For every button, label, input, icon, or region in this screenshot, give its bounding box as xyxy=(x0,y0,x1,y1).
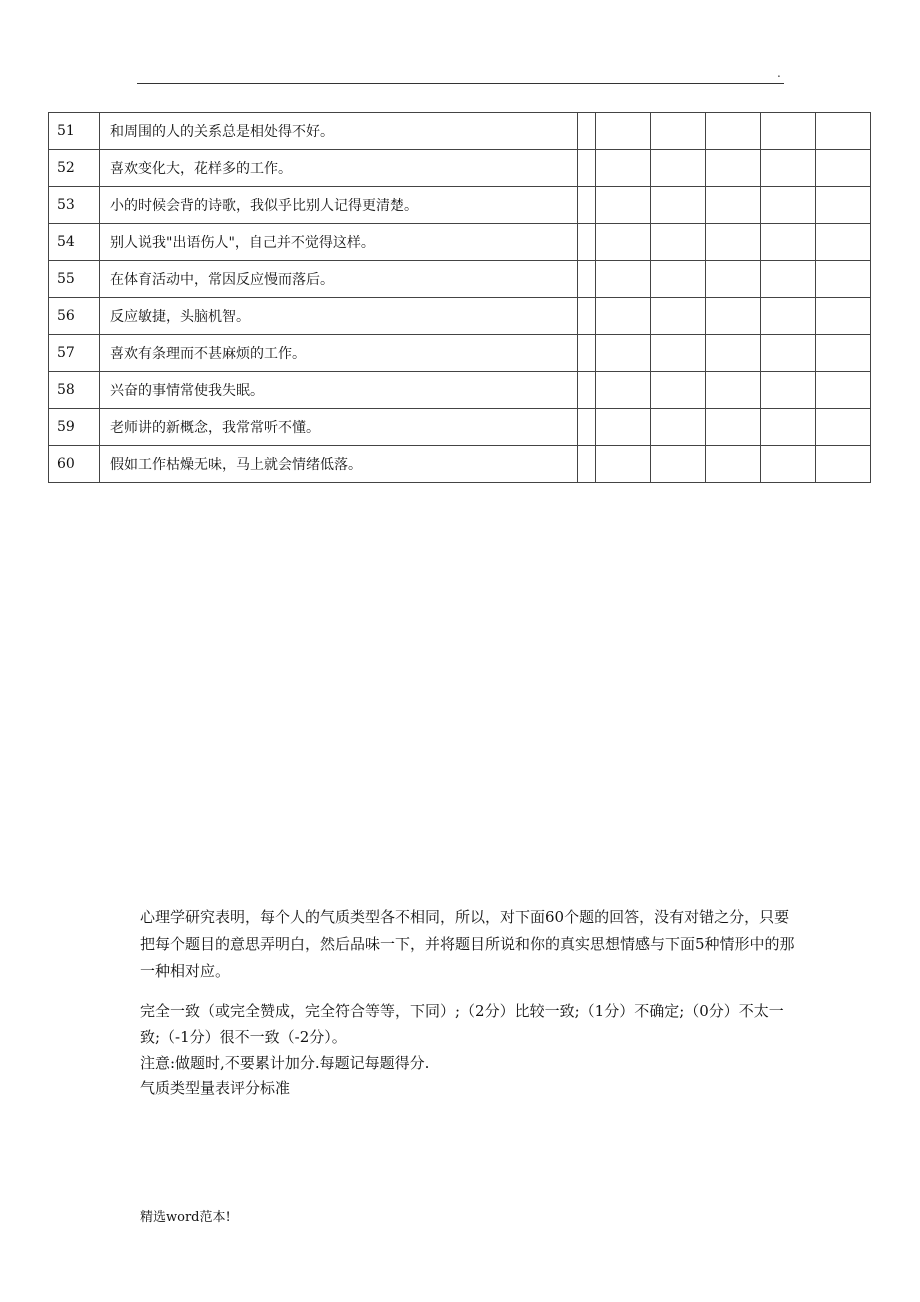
answer-cell[interactable] xyxy=(596,298,651,335)
question-number: 60 xyxy=(49,446,100,483)
question-row xyxy=(49,150,871,187)
answer-cell[interactable] xyxy=(706,113,761,150)
header-rule xyxy=(137,83,784,84)
question-text: 老师讲的新概念，我常常听不懂。 xyxy=(100,409,578,446)
questionnaire-table xyxy=(48,112,871,483)
answer-cell[interactable] xyxy=(596,409,651,446)
answer-cell[interactable] xyxy=(706,335,761,372)
answer-cell[interactable] xyxy=(596,113,651,150)
answer-cell[interactable] xyxy=(651,335,706,372)
answer-cell[interactable] xyxy=(816,298,871,335)
answer-cell[interactable] xyxy=(706,187,761,224)
answer-cell[interactable] xyxy=(761,409,816,446)
question-row xyxy=(49,446,871,483)
answer-cell[interactable] xyxy=(596,261,651,298)
answer-cell[interactable] xyxy=(651,150,706,187)
answer-cell[interactable] xyxy=(596,446,651,483)
question-number: 52 xyxy=(49,150,100,187)
answer-cell[interactable] xyxy=(596,372,651,409)
answer-cell[interactable] xyxy=(651,409,706,446)
question-text: 假如工作枯燥无味，马上就会情绪低落。 xyxy=(100,446,578,483)
note-text: 注意:做题时,不要累计加分.每题记每题得分. xyxy=(140,1054,430,1072)
question-text: 小的时候会背的诗歌，我似乎比别人记得更清楚。 xyxy=(100,187,578,224)
answer-cell[interactable] xyxy=(761,298,816,335)
answer-cell[interactable] xyxy=(816,224,871,261)
answer-cell[interactable] xyxy=(706,409,761,446)
question-row xyxy=(49,113,871,150)
question-text: 喜欢变化大，花样多的工作。 xyxy=(100,150,578,187)
scale-description: 完全一致（或完全赞成，完全符合等等，下同）;（2分）比较一致;（1分）不确定;（0分）不太一致;（-1分）很不一致（-2分）。 xyxy=(140,1002,784,1046)
spacer-cell xyxy=(578,261,596,298)
scoring-title: 气质类型量表评分标准 xyxy=(140,1079,291,1097)
spacer-cell xyxy=(578,446,596,483)
question-number: 53 xyxy=(49,187,100,224)
header-dot: . xyxy=(777,66,781,80)
question-row xyxy=(49,298,871,335)
question-number: 56 xyxy=(49,298,100,335)
answer-cell[interactable] xyxy=(816,372,871,409)
answer-cell[interactable] xyxy=(651,446,706,483)
answer-cell[interactable] xyxy=(596,150,651,187)
question-number: 58 xyxy=(49,372,100,409)
answer-cell[interactable] xyxy=(706,372,761,409)
question-row xyxy=(49,372,871,409)
question-row xyxy=(49,187,871,224)
answer-cell[interactable] xyxy=(651,224,706,261)
question-number: 55 xyxy=(49,261,100,298)
answer-cell[interactable] xyxy=(816,446,871,483)
spacer-cell xyxy=(578,150,596,187)
answer-cell[interactable] xyxy=(651,298,706,335)
answer-cell[interactable] xyxy=(761,372,816,409)
answer-cell[interactable] xyxy=(596,224,651,261)
question-text: 喜欢有条理而不甚麻烦的工作。 xyxy=(100,335,578,372)
question-number: 57 xyxy=(49,335,100,372)
spacer-cell xyxy=(578,409,596,446)
answer-cell[interactable] xyxy=(816,150,871,187)
question-row xyxy=(49,335,871,372)
question-text: 在体育活动中，常因反应慢而落后。 xyxy=(100,261,578,298)
question-number: 59 xyxy=(49,409,100,446)
answer-cell[interactable] xyxy=(816,113,871,150)
answer-cell[interactable] xyxy=(651,187,706,224)
spacer-cell xyxy=(578,187,596,224)
footer-text: 精选word范本! xyxy=(140,1210,231,1225)
question-number: 51 xyxy=(49,113,100,150)
answer-cell[interactable] xyxy=(761,261,816,298)
answer-cell[interactable] xyxy=(706,150,761,187)
answer-cell[interactable] xyxy=(651,113,706,150)
answer-cell[interactable] xyxy=(706,298,761,335)
intro-paragraph: 心理学研究表明，每个人的气质类型各不相同，所以，对下面60个题的回答，没有对错之分，只要把每个题目的意思弄明白，然后品味一下，并将题目所说和你的真实思想情感与下面5种情形中的那一种相对应。 xyxy=(140,908,795,980)
answer-cell[interactable] xyxy=(706,261,761,298)
answer-cell[interactable] xyxy=(706,224,761,261)
spacer-cell xyxy=(578,224,596,261)
answer-cell[interactable] xyxy=(651,372,706,409)
answer-cell[interactable] xyxy=(596,187,651,224)
answer-cell[interactable] xyxy=(596,335,651,372)
spacer-cell xyxy=(578,372,596,409)
answer-cell[interactable] xyxy=(761,187,816,224)
question-row xyxy=(49,261,871,298)
spacer-cell xyxy=(578,298,596,335)
answer-cell[interactable] xyxy=(761,150,816,187)
question-number: 54 xyxy=(49,224,100,261)
answer-cell[interactable] xyxy=(816,187,871,224)
question-text: 反应敏捷，头脑机智。 xyxy=(100,298,578,335)
question-row xyxy=(49,224,871,261)
answer-cell[interactable] xyxy=(651,261,706,298)
answer-cell[interactable] xyxy=(816,261,871,298)
answer-cell[interactable] xyxy=(816,409,871,446)
answer-cell[interactable] xyxy=(761,446,816,483)
question-text: 兴奋的事情常使我失眠。 xyxy=(100,372,578,409)
answer-cell[interactable] xyxy=(816,335,871,372)
question-row xyxy=(49,409,871,446)
question-text: 别人说我"出语伤人"，自己并不觉得这样。 xyxy=(100,224,578,261)
answer-cell[interactable] xyxy=(761,113,816,150)
spacer-cell xyxy=(578,335,596,372)
question-text: 和周围的人的关系总是相处得不好。 xyxy=(100,113,578,150)
answer-cell[interactable] xyxy=(761,335,816,372)
spacer-cell xyxy=(578,113,596,150)
answer-cell[interactable] xyxy=(761,224,816,261)
answer-cell[interactable] xyxy=(706,446,761,483)
